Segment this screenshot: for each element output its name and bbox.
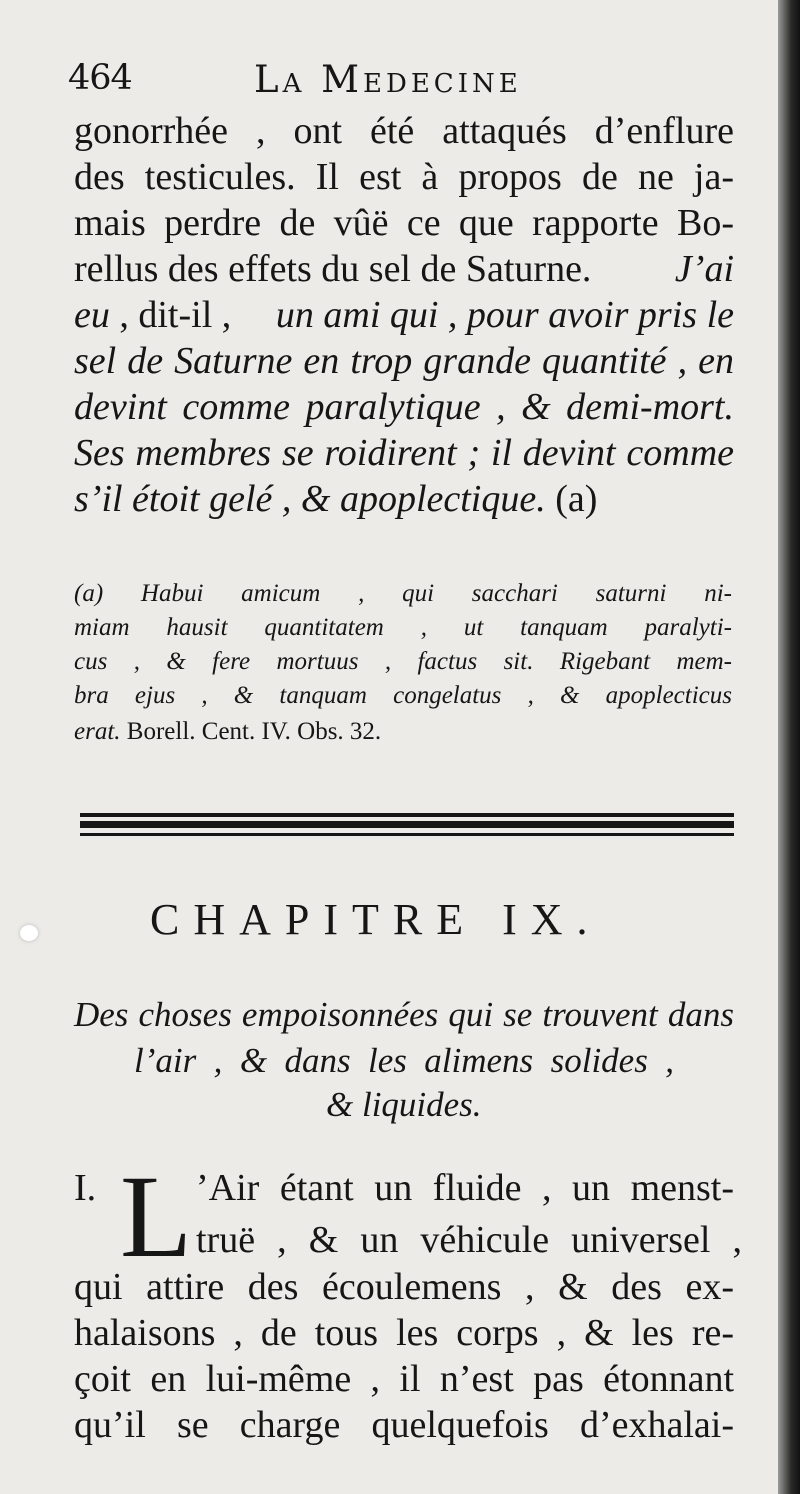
drop-cap: L xyxy=(120,1151,193,1282)
footnote-citation xyxy=(74,716,732,748)
running-header xyxy=(68,58,708,108)
body-line: sel de Saturne en trop grande quantité , en xyxy=(74,340,734,382)
page-number: 464 xyxy=(68,58,132,98)
footnote-line: miam hausit quantitatem , ut tanquam paralyti- xyxy=(74,614,732,641)
footnote-line: bra ejus , & tanquam congelatus , & apoplecticus xyxy=(74,682,732,709)
body-text: rellus des effets du sel de Saturne. xyxy=(74,248,592,290)
chapter-title: CHAPITRE IX. xyxy=(150,895,602,944)
body-text-italic: eu xyxy=(74,294,110,336)
body-line: çoit en lui-même , il n’est pas étonnant xyxy=(74,1358,734,1400)
footnote-line: (a) Habui amicum , qui sacchari saturni ni- xyxy=(74,580,732,607)
body-line: Ses membres se roidirent ; il devint comme xyxy=(74,432,734,474)
body-line: des testicules. Il est à propos de ne ja- xyxy=(74,156,734,198)
body-text-italic: s’il étoit gelé , & apoplectique. xyxy=(74,478,546,520)
running-title: La Medecine xyxy=(254,58,522,101)
body-text-italic: J’ai xyxy=(674,248,734,290)
body-line: ’Air étant un fluide , un menst- xyxy=(196,1167,734,1209)
body-line: qui attire des écoulemens , & des ex- xyxy=(74,1266,734,1308)
body-line-mixed xyxy=(74,292,734,338)
body-text: , dit-il , xyxy=(119,294,232,336)
chapter-subtitle-line: Des choses empoisonnées qui se trouvent dans xyxy=(74,995,734,1034)
chapter-subtitle-line: & liquides. xyxy=(326,1085,482,1124)
body-text-italic: un ami qui , pour avoir pris le xyxy=(275,294,734,336)
paper-blemish xyxy=(20,925,38,941)
chapter-divider-rule xyxy=(80,813,734,849)
body-line: halaisons , de tous les corps , & les re- xyxy=(74,1312,734,1354)
body-line: qu’il se charge quelquefois d’exhalai- xyxy=(74,1404,734,1446)
footnote-line: cus , & fere mortuus , factus sit. Rigebant mem- xyxy=(74,648,732,675)
chapter-subtitle-line: l’air , & dans les alimens solides , xyxy=(134,1041,674,1080)
page-edge-shadow xyxy=(778,0,800,1494)
footnote-marker: (a) xyxy=(555,478,598,520)
body-line: devint comme paralytique , & demi-mort. xyxy=(74,386,734,428)
footnote-reference: Borell. Cent. IV. Obs. 32. xyxy=(126,718,382,745)
footnote-text-italic: erat. xyxy=(74,718,121,745)
section-number: I. xyxy=(74,1167,97,1209)
body-line: truë , & un véhicule universel , xyxy=(196,1219,742,1261)
body-line: gonorrhée , ont été attaqués d’enflure xyxy=(74,110,734,152)
body-line-mixed xyxy=(74,476,734,522)
body-line-mixed xyxy=(74,246,734,292)
body-line: mais perdre de vûë ce que rapporte Bo- xyxy=(74,202,734,244)
